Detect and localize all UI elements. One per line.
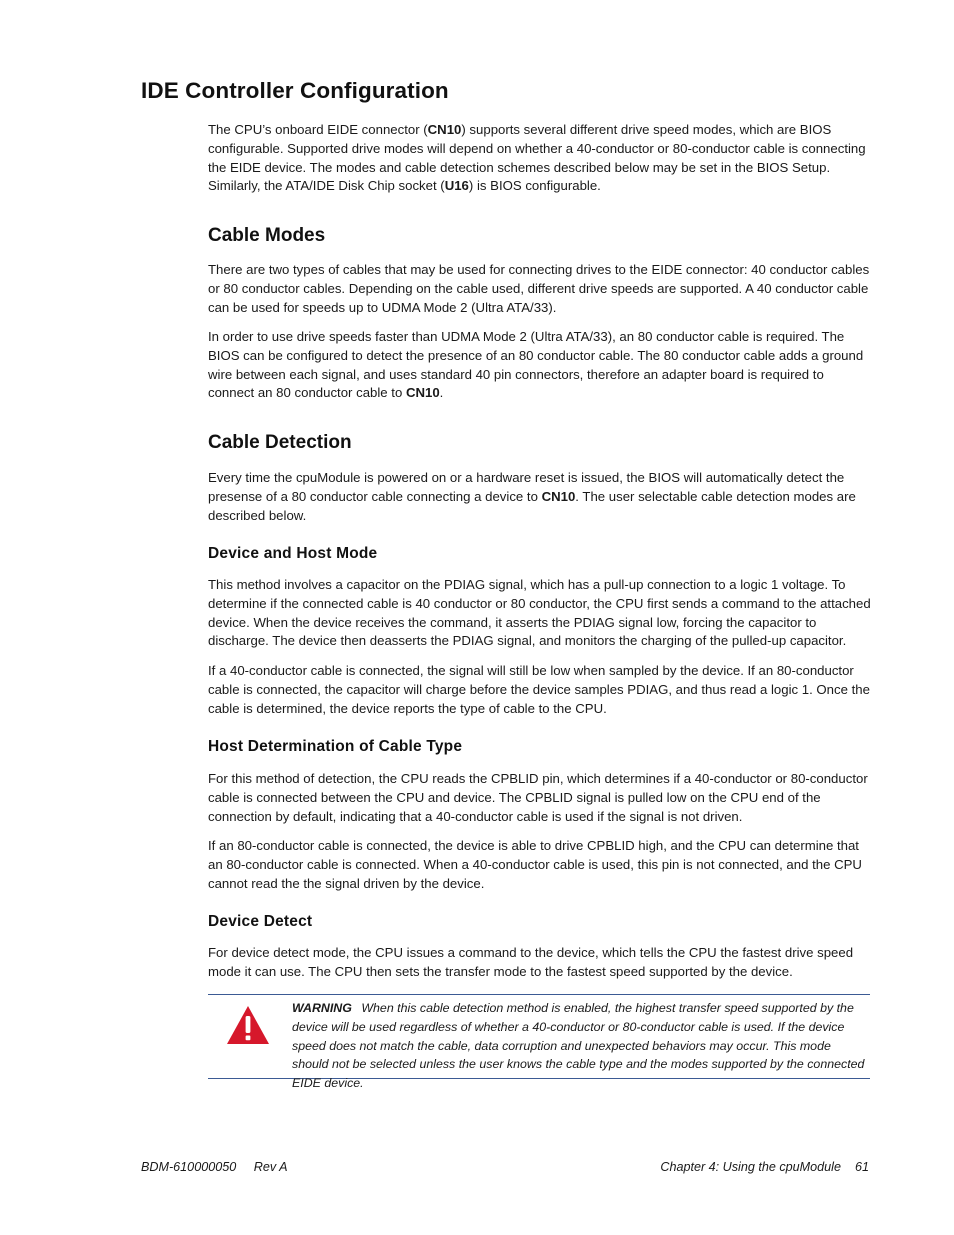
host-determination-paragraph-1: For this method of detection, the CPU reads the CPBLID pin, which determines if a 40-conductor or 80-conductor cable is connected between the CPU and device. The CPBLID signal is pulled low on the CPU end of the connection by default, indicating that a 40-conductor cable is used if the signal is not driven. — [208, 771, 868, 824]
footer-chapter: Chapter 4: Using the cpuModule — [660, 1160, 841, 1174]
cable-modes-heading: Cable Modes — [208, 225, 326, 246]
device-host-mode-heading: Device and Host Mode — [208, 545, 378, 562]
cable-modes-p2-end: . — [439, 385, 444, 401]
warning-label: WARNING — [292, 1001, 352, 1015]
footer-page-info — [660, 1160, 869, 1174]
footer-revision: Rev A — [253, 1160, 288, 1174]
cable-detection-end: . The user selectable cable detection modes are described below. — [208, 488, 856, 523]
connector-cn10-ref: CN10 — [427, 122, 462, 137]
socket-u16-ref: U16 — [444, 178, 469, 194]
page-title: IDE Controller Configuration — [141, 78, 449, 103]
warning-body: When this cable detection method is enabled, the highest transfer speed supported by the device will be used regardless of whether a 40-conductor or 80-conductor cable is used. If the device speed does not match the cable, data corruption and unexpected behaviors may occur. This mode should not be selected unless the user knows the cable type and the modes supported by the connected EIDE device. — [292, 1001, 865, 1091]
warning-callout — [208, 994, 870, 1091]
intro-text-2: ) supports several different drive speed modes, which are BIOS configurable. Supported drive modes will depend on whether a 40-conductor or 80-conductor cable is connecting the EIDE device. The modes and cable detection schemes described below may be set in the BIOS Setup. Similarly, the ATA/IDE Disk Chip socket ( — [208, 122, 866, 194]
host-determination-heading: Host Determination of Cable Type — [208, 738, 463, 755]
cable-modes-paragraph-2 — [208, 328, 872, 403]
cable-detection-paragraph — [208, 469, 872, 525]
warning-triangle-icon — [226, 1005, 270, 1045]
cable-detection-heading: Cable Detection — [208, 432, 352, 453]
intro-paragraph — [208, 121, 872, 196]
cable-modes-p2-text: In order to use drive speeds faster than UDMA Mode 2 (Ultra ATA/33), an 80 conductor cable is required. The BIOS can be configured to detect the presence of an 80 conductor cable. The 80 conductor cable adds a ground wire between each signal, and uses standard 40 pin connectors, therefore an adapter board is required to connect an 80 conductor cable to — [208, 329, 864, 401]
footer-doc-number: BDM-610000050 — [141, 1160, 237, 1174]
device-detect-heading: Device Detect — [208, 913, 313, 930]
connector-cn10-ref: CN10 — [405, 385, 440, 401]
warning-text — [292, 999, 870, 1093]
device-host-mode-paragraph-2: If a 40-conductor cable is connected, the signal will still be low when sampled by the device. If an 80-conductor cable is connected, the capacitor will charge before the device samples PDIAG, and thus read a logic 1. Once the cable is determined, the device reports the type of cable to the CPU. — [208, 663, 870, 716]
footer-doc-id — [141, 1160, 288, 1174]
cable-modes-paragraph-1: There are two types of cables that may be used for connecting drives to the EIDE connector: 40 conductor cables or 80 conductor cables. Depending on the cable used, different drive speeds are supported. A 40 conductor cable can be used for speeds up to UDMA Mode 2 (Ultra ATA/33). — [208, 262, 870, 315]
device-detect-paragraph: For device detect mode, the CPU issues a command to the device, which tells the CPU the fastest drive speed mode it can use. The CPU then sets the transfer mode to the fastest speed supported by the device. — [208, 945, 854, 979]
device-host-mode-paragraph-1: This method involves a capacitor on the PDIAG signal, which has a pull-up connection to a logic 1 voltage. To determine if the connected cable is 40 conductor or 80 conductor, the CPU first sends a command to the attached device. When the device receives the command, it asserts the PDIAG signal low, forcing the capacitor to discharge. The device then deasserts the PDIAG signal, and monitors the charging of the pulled-up capacitor. — [208, 577, 871, 649]
intro-text-3: ) is BIOS configurable. — [468, 178, 601, 194]
host-determination-paragraph-2: If an 80-conductor cable is connected, the device is able to drive CPBLID high, and the CPU can determine that an 80-conductor cable is connected. When a 40-conductor cable is used, this pin is not connected, and the CPU cannot read the the signal driven by the device. — [208, 838, 862, 891]
footer-page-number: 61 — [854, 1160, 869, 1174]
cable-detection-text: Every time the cpuModule is powered on or a hardware reset is issued, the BIOS will automatically detect the presense of a 80 conductor cable connecting a device to — [208, 470, 845, 504]
connector-cn10-ref: CN10 — [541, 488, 576, 504]
intro-text-1: The CPU’s onboard EIDE connector ( — [208, 122, 428, 137]
